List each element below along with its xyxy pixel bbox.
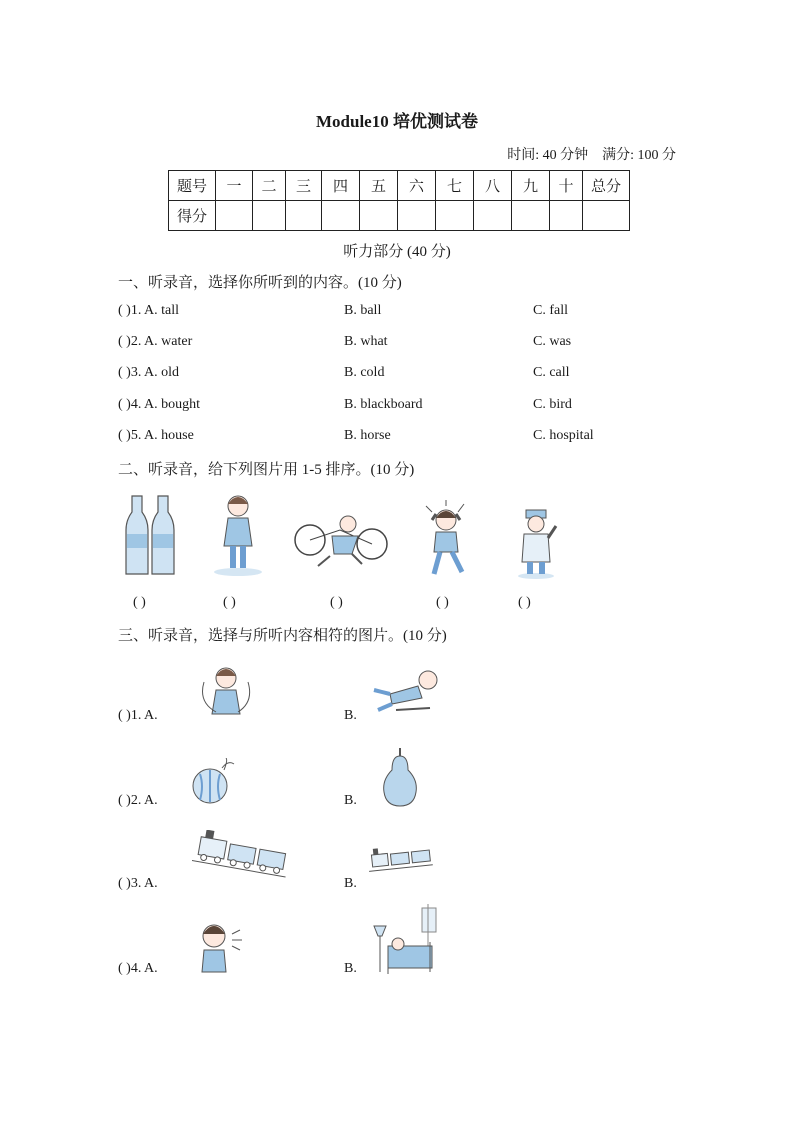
doctor-picture (512, 508, 562, 580)
score-cell[interactable] (322, 201, 360, 231)
section1-title: 一、听录音，选择你所听到的内容。(10 分) (118, 275, 402, 291)
option-b: B. cold (344, 365, 385, 380)
question-number: ( )4. A. (118, 961, 158, 976)
option-b: B. (344, 793, 357, 808)
score-header-cell: 五 (360, 171, 398, 201)
score-header-cell: 七 (436, 171, 474, 201)
option-b: B. blackboard (344, 397, 423, 412)
option-c: C. call (533, 365, 570, 380)
option-c: C. hospital (533, 428, 594, 443)
order-blank[interactable]: ( ) (436, 595, 449, 610)
score-table-header-row (169, 171, 630, 201)
option-b: B. (344, 961, 357, 976)
score-cell[interactable] (550, 201, 583, 231)
option-c: C. fall (533, 303, 568, 318)
order-blank[interactable]: ( ) (518, 595, 531, 610)
watermelon-picture (190, 758, 236, 806)
bike-fall-picture (290, 510, 394, 574)
option-b: B. (344, 708, 357, 723)
order-blank[interactable]: ( ) (223, 595, 236, 610)
score-cell[interactable] (398, 201, 436, 231)
score-cell[interactable] (436, 201, 474, 231)
score-header-cell: 二 (253, 171, 286, 201)
score-cell[interactable] (360, 201, 398, 231)
listening-header: 听力部分 (40 分) (343, 244, 451, 260)
small-train-picture (368, 842, 434, 876)
option-b: B. what (344, 334, 388, 349)
option-b: B. horse (344, 428, 391, 443)
option-c: C. bird (533, 397, 572, 412)
question-number: ( )5. A. house (118, 428, 194, 443)
score-header-cell: 九 (512, 171, 550, 201)
score-header-cell: 八 (474, 171, 512, 201)
order-blank[interactable]: ( ) (133, 595, 146, 610)
big-train-picture (192, 830, 290, 888)
option-c: C. was (533, 334, 572, 349)
score-cell[interactable] (286, 201, 322, 231)
girl-skipping-picture (196, 662, 254, 716)
question-number: ( )3. A. old (118, 365, 180, 380)
question-number: ( )3. A. (118, 876, 158, 891)
score-header-cell: 题号 (169, 171, 216, 201)
score-cell[interactable] (253, 201, 286, 231)
score-header-cell: 四 (322, 171, 360, 201)
pear-picture (382, 746, 418, 808)
score-table (168, 170, 630, 231)
section3-title: 三、听录音，选择与所听内容相符的图片。(10 分) (118, 628, 447, 644)
score-header-cell: 总分 (583, 171, 630, 201)
score-cell[interactable] (474, 201, 512, 231)
question-number: ( )1. A. tall (118, 303, 180, 318)
boy-coughing-picture (194, 920, 244, 974)
question-number: ( )2. A. water (118, 334, 193, 349)
option-b: B. (344, 876, 357, 891)
question-number: ( )2. A. (118, 793, 158, 808)
girl-picture (210, 492, 266, 578)
score-table-score-row (169, 201, 630, 231)
score-header-cell: 十 (550, 171, 583, 201)
score-cell[interactable] (216, 201, 253, 231)
option-b: B. ball (344, 303, 382, 318)
page-title: Module10 培优测试卷 (316, 112, 478, 131)
boy-headache-picture (418, 500, 474, 580)
section2-title: 二、听录音，给下列图片用 1-5 排序。(10 分) (118, 462, 415, 478)
man-fallen-picture (370, 664, 446, 716)
score-header-cell: 六 (398, 171, 436, 201)
sick-in-bed-picture (368, 902, 440, 976)
order-blank[interactable]: ( ) (330, 595, 343, 610)
time-info: 时间: 40 分钟 满分: 100 分 (507, 148, 676, 163)
question-number: ( )1. A. (118, 708, 158, 723)
score-cell[interactable] (512, 201, 550, 231)
score-header-cell: 一 (216, 171, 253, 201)
score-cell[interactable] (583, 201, 630, 231)
score-row-label: 得分 (169, 201, 216, 231)
bottles-picture (124, 492, 182, 578)
question-number: ( )4. A. bought (118, 397, 201, 412)
score-header-cell: 三 (286, 171, 322, 201)
